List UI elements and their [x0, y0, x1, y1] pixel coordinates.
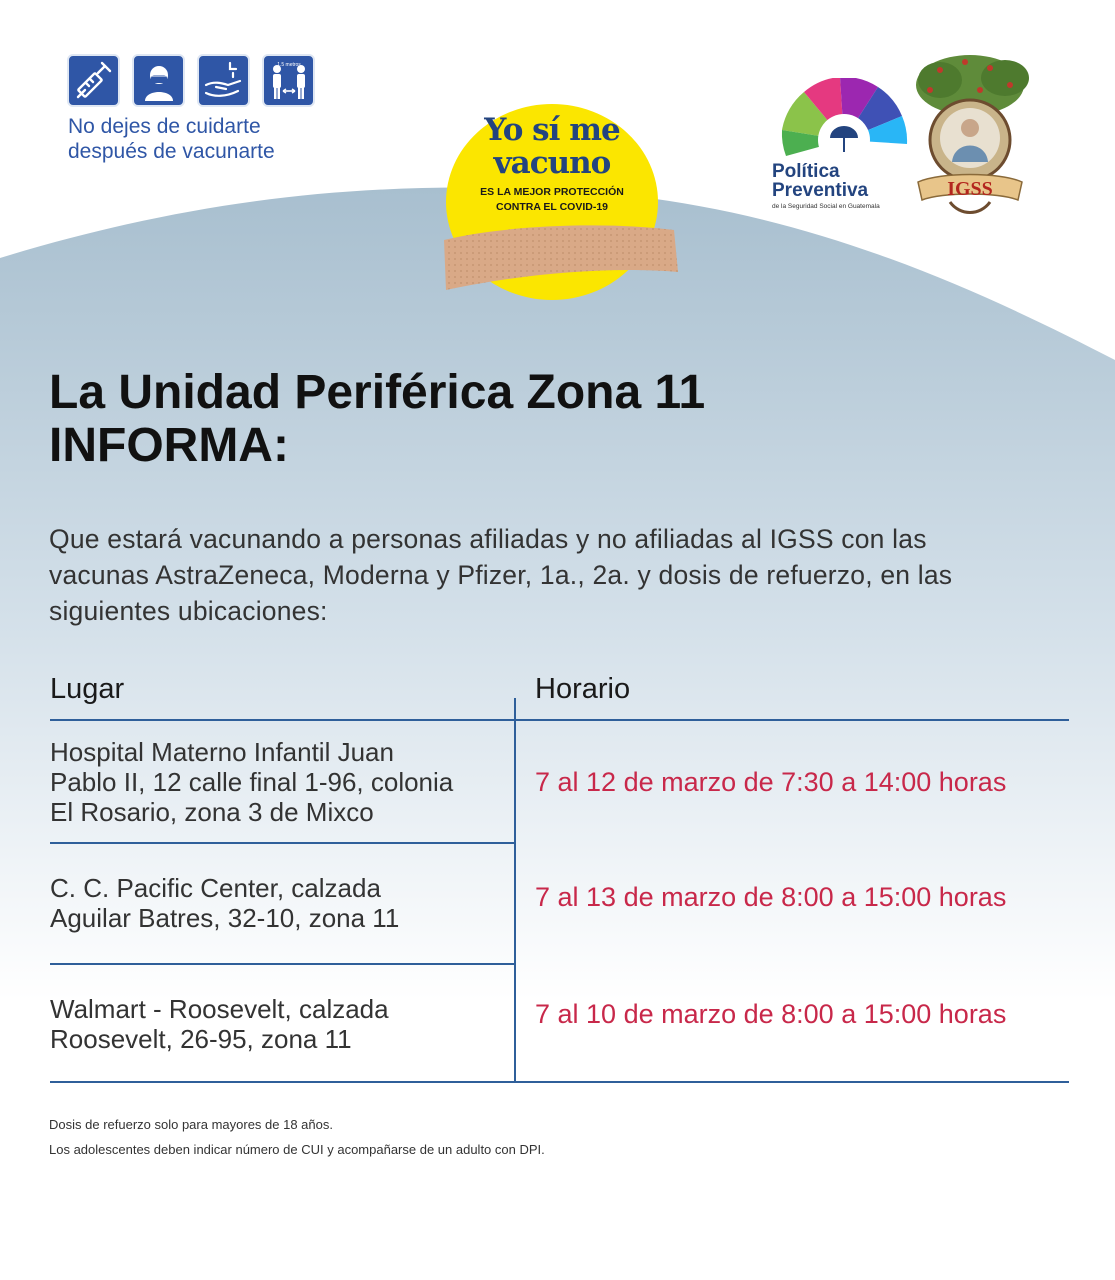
sticker-title-line: Yo sí me [484, 112, 620, 148]
safety-icons [67, 54, 315, 107]
bandaid-icon [440, 220, 680, 300]
igss-logo [910, 40, 1060, 220]
column-divider [514, 698, 516, 1082]
sticker-subtitle [446, 185, 658, 215]
place-line: Pablo II, 12 calle final 1-96, colonia [50, 767, 454, 797]
place-line: Aguilar Batres, 32-10, zona 11 [50, 903, 400, 933]
intro-line: siguientes ubicaciones: [49, 596, 328, 626]
place-line: Hospital Materno Infantil Juan [50, 737, 394, 767]
intro-line: vacunas AstraZeneca, Moderna y Pfizer, 1a., 2a. y dosis de refuerzo, en las [49, 560, 953, 590]
tagline-line: No dejes de cuidarte [68, 115, 261, 138]
footnote: Dosis de refuerzo solo para mayores de 18 años. [49, 1117, 333, 1132]
hand-washing-icon [197, 54, 250, 107]
table-row-place [50, 873, 500, 933]
table-row-hours: 7 al 12 de marzo de 7:30 a 14:00 horas [535, 767, 1007, 797]
igss-label: IGSS [947, 178, 993, 200]
table-row-hours: 7 al 10 de marzo de 8:00 a 15:00 horas [535, 999, 1007, 1029]
place-line: Walmart - Roosevelt, calzada [50, 994, 389, 1024]
social-distance-icon [262, 54, 315, 107]
table-row-place [50, 737, 500, 827]
intro-paragraph [49, 521, 1059, 629]
politica-line: Política [772, 161, 840, 182]
header-rule [50, 719, 1069, 721]
sticker-title [446, 114, 658, 180]
politica-subtitle: de la Seguridad Social en Guatemala [772, 203, 880, 210]
sticker-title-line: vacuno [493, 145, 611, 181]
vaccine-sticker [440, 100, 680, 310]
place-line: C. C. Pacific Center, calzada [50, 873, 381, 903]
sticker-subtitle-line: ES LA MEJOR PROTECCIÓN [480, 186, 624, 198]
face-mask-icon [132, 54, 185, 107]
page-title [49, 366, 1049, 472]
intro-line: Que estará vacunando a personas afiliadas y no afiliadas al IGSS con las [49, 524, 927, 554]
row-divider [50, 842, 515, 844]
row-divider [50, 963, 515, 965]
column-header-place: Lugar [50, 673, 125, 705]
syringe-icon [67, 54, 120, 107]
footnotes [49, 1112, 545, 1162]
place-line: Roosevelt, 26-95, zona 11 [50, 1024, 352, 1054]
tagline-line: después de vacunarte [68, 140, 275, 163]
tagline [68, 114, 368, 164]
footnote: Los adolescentes deben indicar número de CUI y acompañarse de un adulto con DPI. [49, 1142, 545, 1157]
page-title-line: INFORMA: [49, 419, 289, 472]
politica-preventiva-text [772, 162, 922, 200]
column-header-hours: Horario [535, 673, 631, 705]
table-row-hours: 7 al 13 de marzo de 8:00 a 15:00 horas [535, 882, 1007, 912]
table-bottom-rule [50, 1081, 1069, 1083]
distance-label: 1.5 metros [276, 61, 301, 68]
preventiva-line: Preventiva [772, 180, 869, 201]
table-row-place [50, 994, 500, 1054]
sticker-subtitle-line: CONTRA EL COVID-19 [495, 201, 608, 213]
page-title-line: La Unidad Periférica Zona 11 [49, 366, 706, 419]
place-line: El Rosario, zona 3 de Mixco [50, 797, 374, 827]
